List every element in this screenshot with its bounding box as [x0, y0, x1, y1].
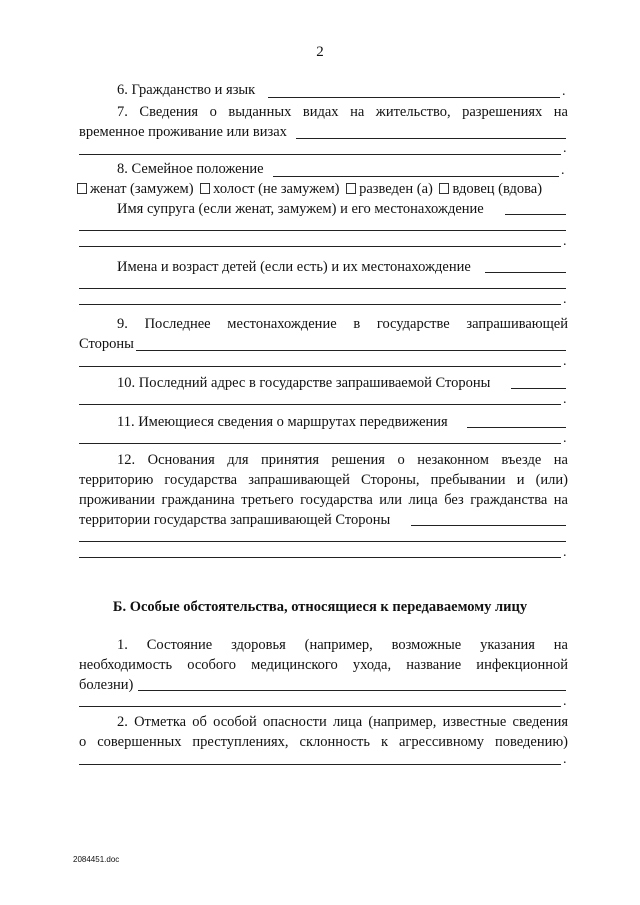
line-end-dot: .: [563, 752, 567, 767]
line-end-dot: .: [563, 545, 567, 560]
item-6-fill-line: [268, 97, 560, 98]
item-12-fill-line-3: [79, 557, 561, 558]
line-end-dot: .: [563, 354, 567, 369]
page-number: 2: [316, 44, 324, 60]
children-fill-line: [485, 272, 566, 273]
item-10-label: 10. Последний адрес в государстве запрашиваемой Стороны: [117, 375, 491, 391]
item-10-fill-line-2: [79, 404, 561, 405]
checkbox-divorced[interactable]: [346, 183, 356, 194]
line-end-dot: .: [563, 694, 567, 709]
line-end-dot: .: [561, 163, 565, 178]
line-end-dot: .: [562, 84, 566, 99]
spouse-fill-line-2: [79, 230, 566, 231]
option-widowed-label: вдовец (вдова): [452, 181, 543, 197]
section-b-1-line-1: 1. Состояние здоровья (например, возможные указания на: [117, 637, 568, 653]
item-12-fill-line-2: [79, 541, 566, 542]
children-fill-line-3: [79, 304, 561, 305]
section-b-heading: Б. Особые обстоятельства, относящиеся к передаваемому лицу: [112, 599, 528, 615]
section-b-1-fill-line: [138, 690, 566, 691]
item-8-spouse-label: Имя супруга (если женат, замужем) и его местонахождение: [117, 201, 484, 217]
line-end-dot: .: [563, 234, 567, 249]
item-8-options: [77, 180, 542, 198]
item-9-line-1: 9. Последнее местонахождение в государстве запрашивающей: [117, 316, 568, 332]
item-8-fill-line: [273, 176, 559, 177]
spouse-fill-line-3: [79, 246, 561, 247]
item-7-fill-line-2: [79, 154, 561, 155]
item-7-line-1: 7. Сведения о выданных видах на жительство, разрешениях на: [117, 104, 568, 120]
item-12-line-4: территории государства запрашивающей Стороны: [79, 512, 391, 528]
option-single-label: холост (не замужем): [213, 181, 340, 197]
line-end-dot: .: [563, 141, 567, 156]
line-end-dot: .: [563, 431, 567, 446]
line-end-dot: .: [563, 392, 567, 407]
footer-filename: 2084451.doc: [73, 855, 120, 864]
item-9-fill-line-2: [79, 366, 561, 367]
item-7-line-2: временное проживание или визах: [79, 124, 287, 140]
option-married-label: женат (замужем): [90, 181, 194, 197]
checkbox-widowed[interactable]: [439, 183, 449, 194]
section-b-1-line-2: необходимость особого медицинского ухода, название инфекционной: [79, 657, 568, 673]
item-12-line-2: территорию государства запрашивающей Стороны, пребывании и (или): [79, 472, 568, 488]
item-6-label: 6. Гражданство и язык: [117, 82, 256, 98]
spouse-fill-line: [505, 214, 566, 215]
checkbox-single[interactable]: [200, 183, 210, 194]
children-fill-line-2: [79, 288, 566, 289]
checkbox-married[interactable]: [77, 183, 87, 194]
item-10-fill-line: [511, 388, 566, 389]
section-b-1-line-3: болезни): [79, 677, 134, 693]
item-9-line-2: Стороны: [79, 336, 134, 352]
item-11-label: 11. Имеющиеся сведения о маршрутах передвижения: [117, 414, 448, 430]
item-12-line-1: 12. Основания для принятия решения о незаконном въезде на: [117, 452, 568, 468]
item-11-fill-line-2: [79, 443, 561, 444]
line-end-dot: .: [563, 292, 567, 307]
item-9-fill-line: [136, 350, 566, 351]
section-b-2-line-1: 2. Отметка об особой опасности лица (например, известные сведения: [117, 714, 568, 730]
section-b-1-fill-line-2: [79, 706, 561, 707]
item-12-fill-line: [411, 525, 566, 526]
item-11-fill-line: [467, 427, 566, 428]
item-12-line-3: проживании гражданина третьего государства или лица без гражданства на: [79, 492, 568, 508]
item-8-label: 8. Семейное положение: [117, 161, 264, 177]
section-b-2-line-2: о совершенных преступлениях, склонность к агрессивному поведению): [79, 734, 568, 750]
item-8-children-label: Имена и возраст детей (если есть) и их местонахождение: [117, 259, 471, 275]
option-divorced-label: разведен (а): [359, 181, 433, 197]
item-7-fill-line: [296, 138, 566, 139]
section-b-2-fill-line: [79, 764, 561, 765]
